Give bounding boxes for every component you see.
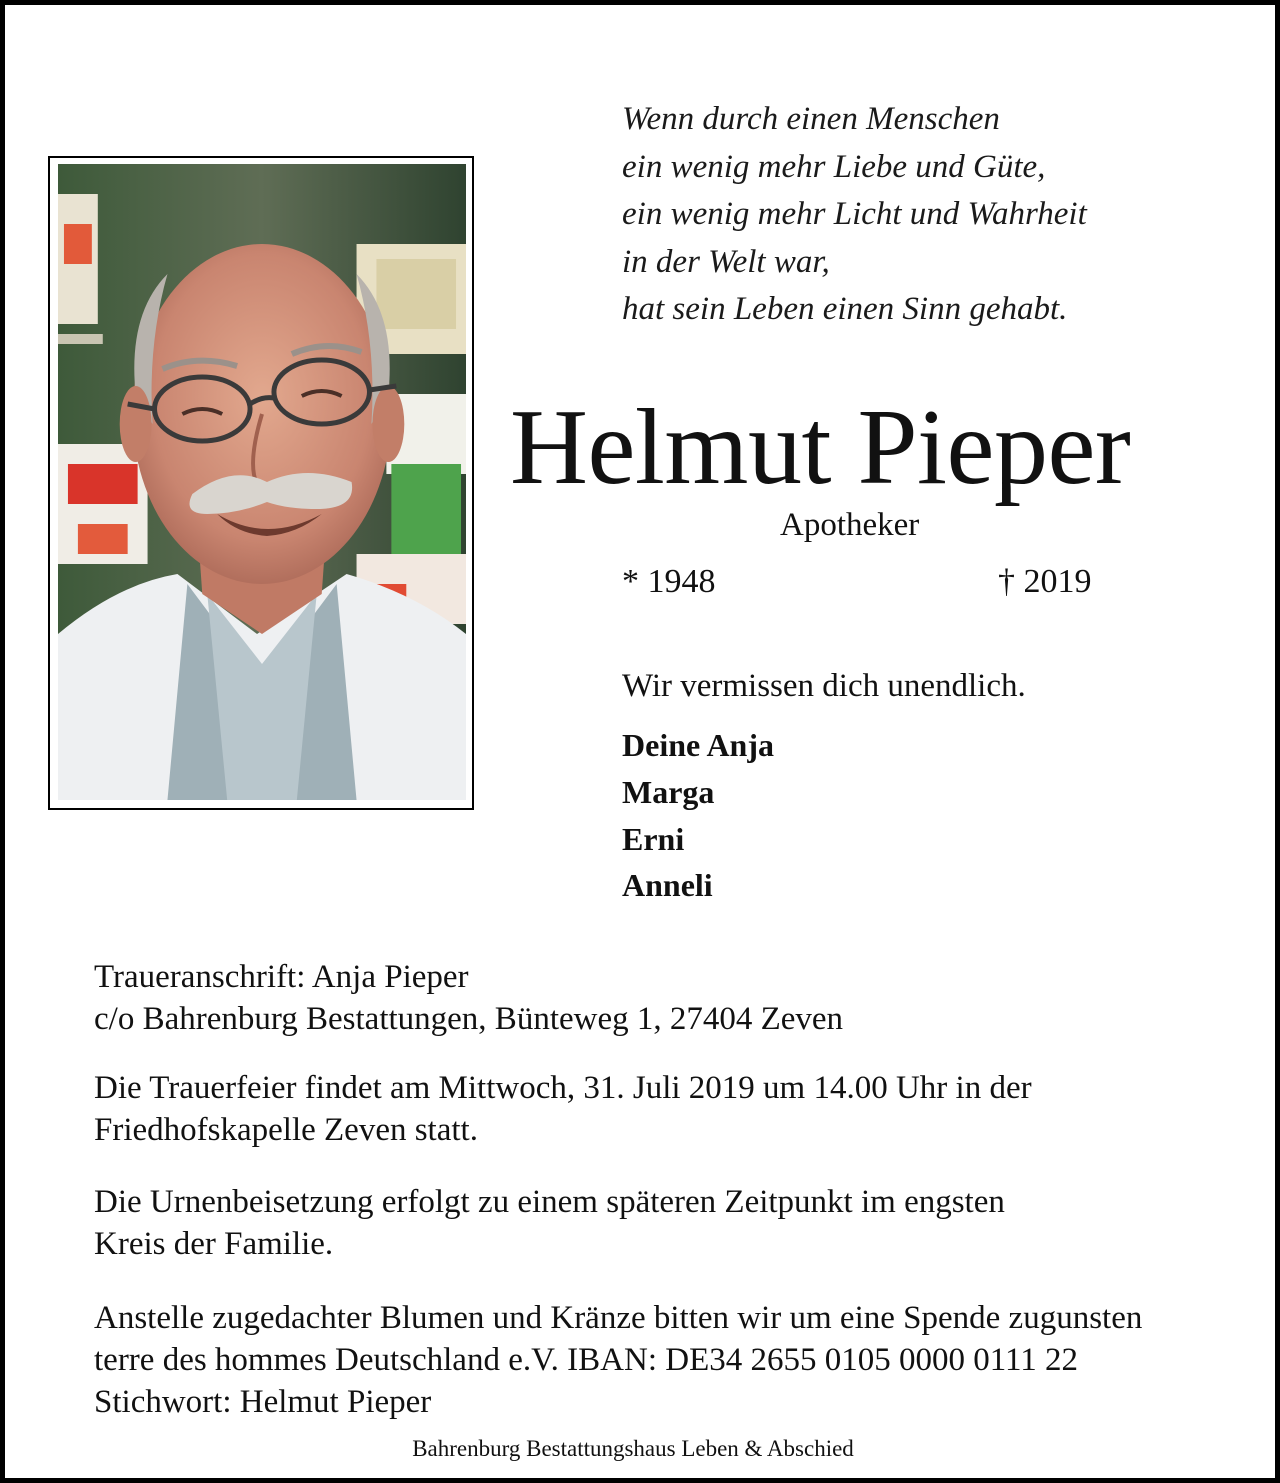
mourning-address	[94, 956, 1254, 1040]
urn-burial-info	[94, 1181, 1254, 1265]
ceremony-line: Die Trauerfeier findet am Mittwoch, 31. Juli 2019 um 14.00 Uhr in der	[94, 1070, 1032, 1106]
birth-year: * 1948	[622, 563, 716, 600]
family-member: Anneli	[622, 867, 713, 904]
family-member: Deine Anja	[622, 727, 774, 763]
deceased-name: Helmut Pieper	[510, 388, 1131, 507]
donation-info	[94, 1297, 1254, 1423]
funeral-home-footer: Bahrenburg Bestattungshaus Leben & Abschied	[412, 1436, 854, 1461]
address-line: Traueranschrift: Anja Pieper	[94, 959, 469, 995]
poem-line: ein wenig mehr Licht und Wahrheit	[622, 196, 1087, 232]
funeral-ceremony-info	[94, 1067, 1254, 1151]
address-line: c/o Bahrenburg Bestattungen, Bünteweg 1, 27404 Zeven	[94, 1001, 844, 1037]
donation-line: Stichwort: Helmut Pieper	[94, 1384, 432, 1420]
portrait-illustration	[58, 164, 466, 800]
poem-line: hat sein Leben einen Sinn gehabt.	[622, 291, 1068, 327]
donation-line: terre des hommes Deutschland e.V. IBAN: DE34 2655 0105 0000 0111 22	[94, 1342, 1079, 1378]
family-signatures	[622, 722, 774, 909]
urn-line: Die Urnenbeisetzung erfolgt zu einem späteren Zeitpunkt im engsten	[94, 1184, 1005, 1220]
family-member: Erni	[622, 820, 685, 857]
poem-line: Wenn durch einen Menschen	[622, 101, 1000, 137]
memorial-poem	[622, 96, 1087, 334]
donation-line: Anstelle zugedachter Blumen und Kränze bitten wir um eine Spende zugunsten	[94, 1300, 1143, 1336]
poem-line: ein wenig mehr Liebe und Güte,	[622, 148, 1046, 185]
portrait-photo	[48, 156, 474, 810]
urn-line: Kreis der Familie.	[94, 1226, 334, 1262]
farewell-message: Wir vermissen dich unendlich.	[622, 668, 1026, 704]
poem-line: in der Welt war,	[622, 243, 830, 280]
family-member: Marga	[622, 773, 715, 810]
deceased-profession: Apotheker	[780, 507, 920, 543]
death-year: † 2019	[998, 563, 1092, 600]
ceremony-line: Friedhofskapelle Zeven statt.	[94, 1112, 478, 1148]
